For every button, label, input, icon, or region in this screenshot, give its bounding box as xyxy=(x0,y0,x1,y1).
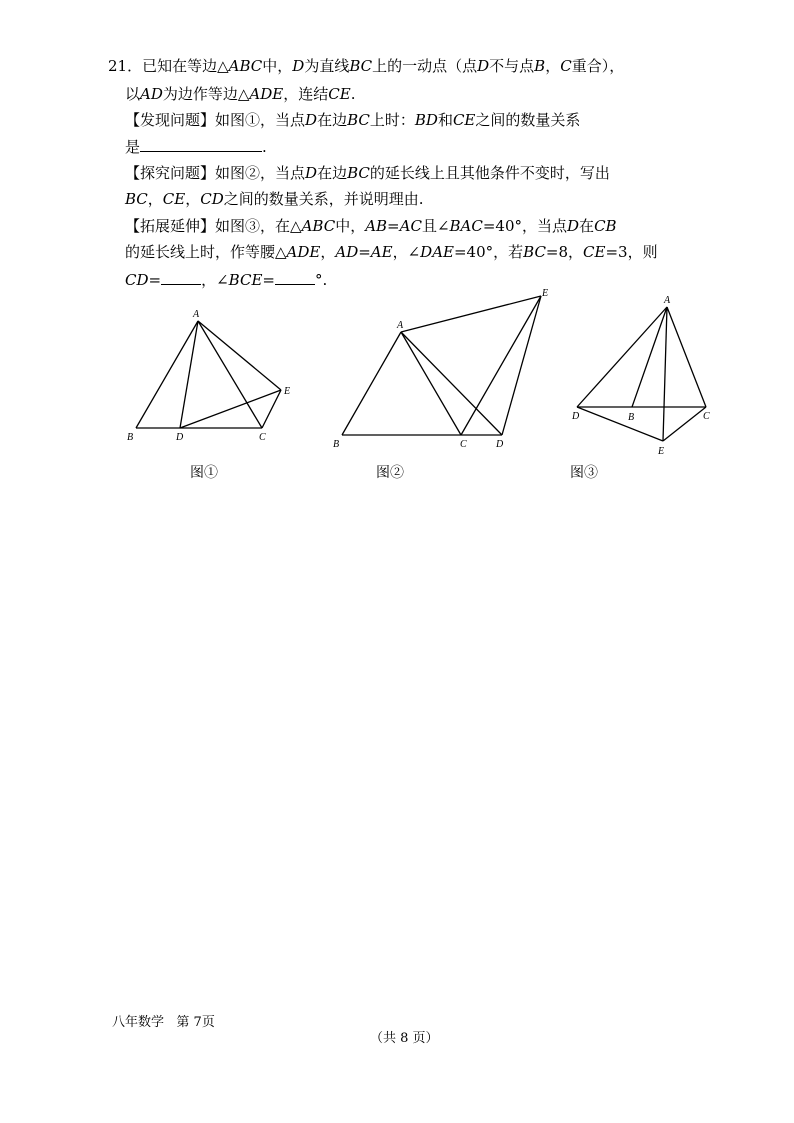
fig2-label-a: A xyxy=(397,320,404,331)
figure-2 xyxy=(333,288,548,450)
fig1-segment-ac xyxy=(198,321,262,428)
fig3-label-a: A xyxy=(664,295,671,306)
fig3-segment-ad xyxy=(577,307,667,407)
problem-intro-line-1: 21．已知在等边△ABC中，D为直线BC上的一动点（点D不与点B，C重合）， xyxy=(108,57,625,75)
fig2-segment-de xyxy=(502,296,541,435)
figure-2-caption: 图② xyxy=(376,465,404,481)
fig3-segment-ce xyxy=(663,407,706,441)
fig2-segment-ae xyxy=(401,296,541,332)
figure-3 xyxy=(571,295,710,457)
footer-total-pages: （共 8 页） xyxy=(370,1031,439,1046)
fig1-segment-ae xyxy=(198,321,281,390)
fig3-label-c: C xyxy=(703,411,710,422)
explore-line-1: 【探究问题】如图②，当点D在边BC的延长线上且其他条件不变时，写出 xyxy=(125,164,610,182)
fig3-segment-ae xyxy=(663,307,667,441)
explore-tag: 【探究问题】 xyxy=(125,164,216,182)
problem-number: 21． xyxy=(108,57,143,75)
fig2-segment-ce xyxy=(461,296,541,435)
fig2-label-e: E xyxy=(542,288,549,299)
problem-intro-line-2: 以AD为边作等边△ADE，连结CE. xyxy=(125,85,356,103)
fig2-segment-ab xyxy=(342,332,401,435)
fig3-segment-ab xyxy=(632,307,667,407)
footer-subject-page xyxy=(112,1015,215,1031)
fig1-label-c: C xyxy=(259,432,266,443)
extend-line-1: 【拓展延伸】如图③，在△ABC中，AB=AC且∠BAC=40°，当点D在CB xyxy=(125,217,617,235)
extend-tag: 【拓展延伸】 xyxy=(125,217,216,235)
extend-line-2: 的延长线上时，作等腰△ADE，AD=AE，∠DAE=40°，若BC=8，CE=3，则 xyxy=(125,243,658,261)
fig2-label-c: C xyxy=(460,439,467,450)
discover-line-2: 是 . xyxy=(125,138,267,156)
fig2-label-b: B xyxy=(333,439,340,450)
fig1-segment-de xyxy=(180,390,281,428)
explore-line-2: BC，CE，CD之间的数量关系，并说明理由. xyxy=(125,190,424,208)
figure-1-caption: 图① xyxy=(190,465,218,481)
fig1-label-b: B xyxy=(127,432,134,443)
footer-subject: 八年数学 xyxy=(112,1015,165,1030)
discover-tag: 【发现问题】 xyxy=(125,111,216,129)
fig3-label-e: E xyxy=(658,446,665,457)
fig3-segment-de xyxy=(577,407,663,441)
figure-3-caption: 图③ xyxy=(570,465,598,481)
fig3-label-b: B xyxy=(628,412,635,423)
fig1-label-d: D xyxy=(176,432,184,443)
fig1-label-a: A xyxy=(193,309,200,320)
discover-line-1: 【发现问题】如图①，当点D在边BC上时：BD和CE之间的数量关系 xyxy=(125,111,581,129)
figure-1 xyxy=(127,309,290,443)
fig3-label-d: D xyxy=(572,411,580,422)
extend-line-3: CD= ，∠BCE= °. xyxy=(125,271,328,289)
fig3-segment-ac xyxy=(667,307,706,407)
fig1-label-e: E xyxy=(284,386,291,397)
fig2-label-d: D xyxy=(496,439,504,450)
footer-page: 第 7页 xyxy=(176,1015,215,1030)
